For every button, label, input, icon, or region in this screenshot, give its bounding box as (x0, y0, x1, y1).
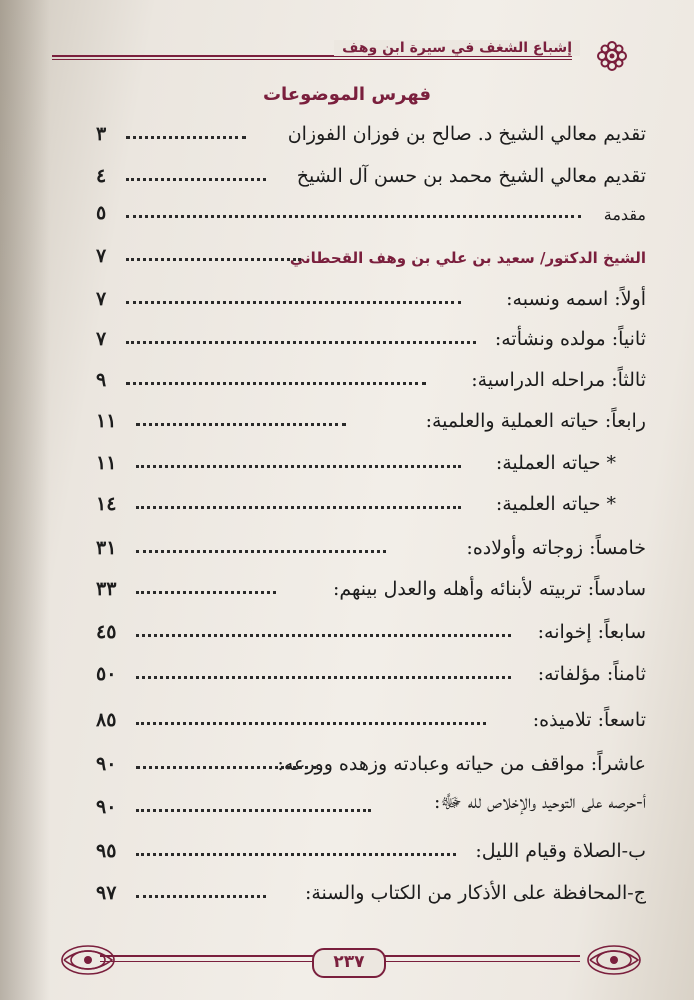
toc-entry (96, 440, 646, 480)
toc-entry-label: سادساً: تربيته لأبنائه وأهله والعدل بينهم: (332, 578, 646, 600)
toc-entry (96, 870, 646, 910)
leader-dots (136, 634, 511, 637)
toc-entry-page: ٣٣ (96, 578, 117, 600)
toc-entry (96, 609, 646, 649)
toc-entry (96, 566, 646, 606)
leader-dots (136, 423, 346, 426)
toc-title: فهرس الموضوعات (262, 84, 432, 105)
toc-entry (96, 525, 646, 565)
toc-entry-label: تقديم معالي الشيخ محمد بن حسن آل الشيخ (296, 165, 646, 187)
page-gutter-shadow (0, 0, 50, 1000)
toc-entry-label: مقدمة (603, 205, 646, 224)
toc-entry-page: ٩٥ (96, 840, 117, 862)
toc-entry (96, 316, 646, 356)
toc-entry-page: ٤ (96, 165, 107, 187)
toc-entry-label: سابعاً: إخوانه: (537, 621, 646, 643)
leader-dots (136, 766, 316, 769)
running-header (52, 40, 642, 68)
toc-entry-page: ٥٠ (96, 663, 117, 685)
toc-entry-label: ثانياً: مولده ونشأته: (494, 328, 646, 350)
toc-entry-page: ٩٠ (96, 796, 117, 818)
leader-dots (136, 550, 386, 553)
footer-ornament-left-icon (58, 940, 118, 980)
footer-ornament-right-icon (584, 940, 644, 980)
toc-entry-label: أولاً: اسمه ونسبه: (506, 288, 646, 310)
leader-dots (126, 258, 301, 261)
page-number: ٢٣٧ (312, 948, 386, 978)
toc-entry-page: ١١ (96, 410, 117, 432)
toc-entry-page: ٩٧ (96, 882, 117, 904)
leader-dots (126, 136, 246, 139)
toc-entry-page: ٧ (96, 288, 107, 310)
toc-entry (96, 784, 646, 824)
toc-entry-label: الشيخ الدكتور/ سعيد بن علي بن وهف القحطاني (289, 249, 646, 267)
toc-entry-label: ب-الصلاة وقيام الليل: (475, 840, 646, 862)
toc-entry-label: خامساً: زوجاته وأولاده: (466, 537, 646, 559)
toc-entry-label: * حياته العلمية: (495, 493, 616, 515)
header-rule-thin (52, 59, 572, 60)
toc-entry-label: ثامناً: مؤلفاته: (537, 663, 646, 685)
toc-entry (96, 697, 646, 737)
toc-entry-page: ٥ (96, 202, 107, 224)
leader-dots (136, 722, 486, 725)
leader-dots (126, 382, 426, 385)
toc-entry (96, 828, 646, 868)
toc-entry-page: ٧ (96, 245, 107, 267)
toc-entry-label: رابعاً: حياته العملية والعلمية: (425, 410, 646, 432)
leader-dots (126, 301, 461, 304)
toc-entry (96, 276, 646, 316)
leader-dots (126, 178, 266, 181)
leader-dots (136, 465, 461, 468)
toc-entry-label: أ-حرصه على التوحيد والإخلاص لله ﷻ: (433, 791, 646, 813)
toc-entry-page: ١٤ (96, 493, 117, 515)
running-header-title: إشباع الشغف في سيرة ابن وهف (334, 40, 580, 56)
toc-entry (96, 398, 646, 438)
toc-entry-heading (96, 233, 646, 273)
toc-entry-label: ثالثاً: مراحله الدراسية: (471, 369, 646, 391)
leader-dots (136, 591, 276, 594)
toc-entry (96, 357, 646, 397)
toc-entry-page: ٣١ (96, 537, 117, 559)
toc-entry-page: ٣ (96, 123, 107, 145)
toc-entry-page: ٨٥ (96, 709, 117, 731)
rosette-ornament-icon (595, 39, 629, 73)
toc-entry (96, 741, 646, 781)
toc-entry-label: * حياته العملية: (495, 452, 616, 474)
leader-dots (136, 853, 456, 856)
toc-entry (96, 190, 646, 230)
toc-entry-page: ٧ (96, 328, 107, 350)
toc-entry (96, 651, 646, 691)
leader-dots (126, 215, 581, 218)
toc-entry-label: عاشراً: مواقف من حياته وعبادته وزهده وورعه: (277, 753, 646, 775)
leader-dots (126, 341, 476, 344)
leader-dots (136, 506, 461, 509)
toc-entry (96, 153, 646, 193)
toc-entry (96, 111, 646, 151)
toc-entry-page: ٩ (96, 369, 107, 391)
leader-dots (136, 676, 511, 679)
toc-entry-page: ٤٥ (96, 621, 117, 643)
leader-dots (136, 809, 371, 812)
toc-entry-label: تاسعاً: تلاميذه: (532, 709, 646, 731)
toc-entry (96, 481, 646, 521)
toc-entry-label: تقديم معالي الشيخ د. صالح بن فوزان الفوزان (287, 123, 646, 145)
leader-dots (136, 895, 266, 898)
toc-entry-label: ج-المحافظة على الأذكار من الكتاب والسنة: (304, 882, 646, 904)
toc-entry-page: ١١ (96, 452, 117, 474)
toc-entry-page: ٩٠ (96, 753, 117, 775)
